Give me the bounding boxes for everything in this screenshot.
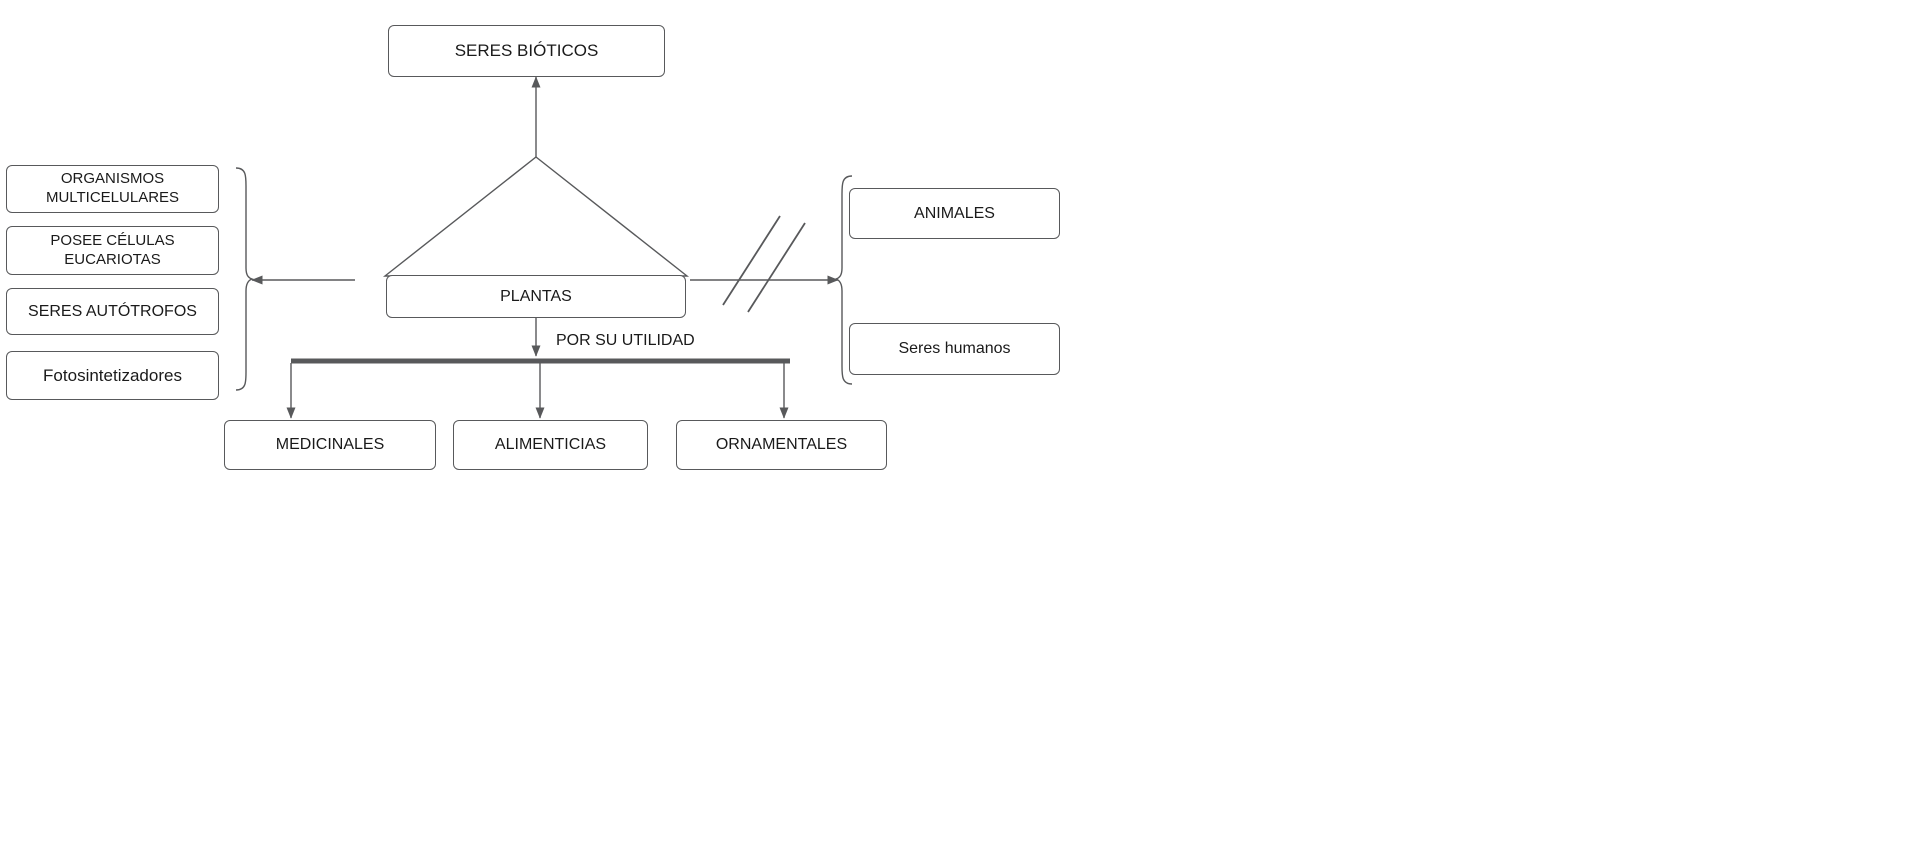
node-ornamentales-label: ORNAMENTALES — [715, 436, 848, 453]
node-medicinales[interactable] — [224, 420, 436, 470]
node-fotosintetizadores[interactable] — [6, 351, 219, 400]
node-ornamentales[interactable] — [676, 420, 887, 470]
node-alimenticias-label: ALIMENTICIAS — [494, 436, 607, 453]
node-animales[interactable] — [849, 188, 1060, 239]
break-mark-icon-2 — [748, 223, 805, 312]
node-seres-bioticos-label: SERES BIÓTICOS — [454, 41, 599, 61]
node-organismos-multicelulares-label: ORGANISMOS MULTICELULARES — [45, 170, 180, 206]
node-seres-humanos[interactable] — [849, 323, 1060, 375]
node-animales-label: ANIMALES — [914, 204, 995, 222]
node-seres-autotrofos[interactable] — [6, 288, 219, 335]
edge-label-por-su-utilidad-text: POR SU UTILIDAD — [556, 332, 695, 349]
node-alimenticias[interactable] — [453, 420, 648, 470]
node-medicinales-label: MEDICINALES — [275, 436, 385, 453]
node-plantas-label: PLANTAS — [500, 287, 572, 305]
node-seres-autotrofos-label: SERES AUTÓTROFOS — [28, 302, 197, 320]
node-seres-humanos-label: Seres humanos — [898, 340, 1011, 357]
node-plantas[interactable] — [386, 275, 686, 318]
triangle-shape — [385, 157, 687, 276]
left-brace-icon — [236, 168, 252, 390]
node-fotosintetizadores-label: Fotosintetizadores — [43, 365, 182, 385]
node-organismos-multicelulares[interactable] — [6, 165, 219, 213]
node-seres-bioticos[interactable] — [388, 25, 665, 77]
node-posee-celulas-eucariotas-label: POSEE CÉLULAS EUCARIOTAS — [50, 231, 175, 268]
node-posee-celulas-eucariotas[interactable] — [6, 226, 219, 275]
edge-label-por-su-utilidad — [556, 332, 695, 350]
break-mark-icon — [723, 216, 780, 305]
